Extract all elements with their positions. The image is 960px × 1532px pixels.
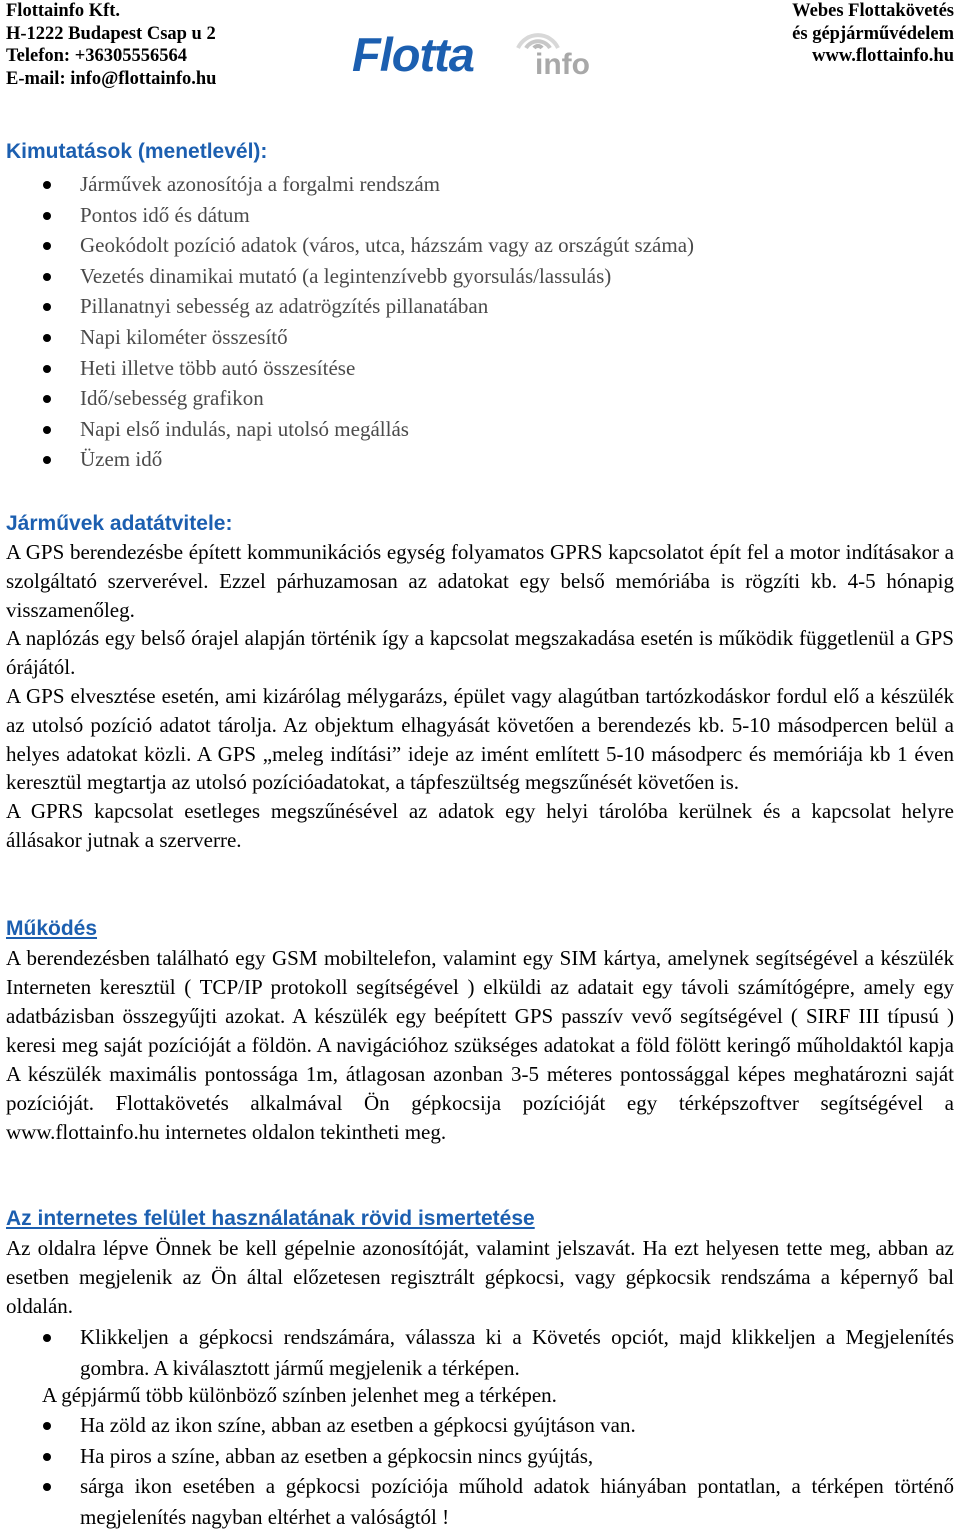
service-title: Webes Flottakövetés bbox=[792, 1, 954, 21]
web-interface-paragraph: Az oldalra lépve Önnek be kell gépelnie azonosítóját, valamint jelszavát. Ha ezt helyesen tette meg, abban az esetben megjelenik az Ön által előzetesen regisztrált gépkocsi, vagy gépkocsik rendszáma a képernyő bal oldalán. bbox=[6, 1236, 954, 1318]
paragraph: A GPRS kapcsolat esetleges megszűnésével az adatok egy helyi tárolóba kerülnek és a kapcsolat helyre állásakor jutnak a szerverre. bbox=[6, 799, 954, 852]
section-title-data-transfer: Járművek adatátvitele: bbox=[6, 512, 233, 535]
letterhead bbox=[0, 0, 960, 100]
bullet-icon bbox=[43, 1334, 51, 1342]
logo-text-main: Flotta bbox=[352, 28, 474, 81]
operation-paragraph: A berendezésben található egy GSM mobiltelefon, valamint egy SIM kártya, amelynek segítségével a készülék Interneten keresztül ( TCP/IP protokoll segítségével ) elküldi az adatait egy távoli számítógépre, amely egy adatbázisban összegyűjti azokat. A készülék egy beépített GPS passzív vevő segítségével ( SIRF III típusú ) keresi meg saját pozícióját a földön. A navigációhoz szükséges adatokat a föld fölött keringő műholdaktól kapja A készülék maximális pontossága 1m, átlagosan azonban 3-5 méteres pontossággal képes meghatározni saját pozícióját. Flottakövetés alkalmával Ön gépkocsija pozícióját egy térképszoftver segítségével a www.flottainfo.hu internetes oldalon tekintheti meg. bbox=[6, 946, 954, 1144]
list-item: Klikkeljen a gépkocsi rendszámára, válassza ki a Követés opciót, majd klikkeljen a Megjelenítés gombra. A kiválasztott jármű megjelenik a térképen. bbox=[0, 1322, 960, 1383]
flottainfo-logo bbox=[352, 18, 612, 84]
company-address-block bbox=[6, 0, 216, 90]
icon-color-list bbox=[0, 1410, 960, 1532]
service-info-block bbox=[792, 0, 954, 68]
company-address: H-1222 Budapest Csap u 2 bbox=[6, 23, 216, 44]
bullet-icon bbox=[43, 303, 51, 311]
color-intro-line: A gépjármű több különböző színben jelenhet meg a térképen. bbox=[42, 1383, 557, 1407]
bullet-icon bbox=[43, 212, 51, 220]
list-item: Napi kilométer összesítő bbox=[0, 322, 960, 353]
list-item: Geokódolt pozíció adatok (város, utca, házszám vagy az országút száma) bbox=[0, 230, 960, 261]
bullet-icon bbox=[43, 1422, 51, 1430]
section-title-reports: Kimutatások (menetlevél): bbox=[6, 140, 268, 163]
list-item: Ha piros a színe, abban az esetben a gépkocsin nincs gyújtás, bbox=[0, 1441, 960, 1472]
list-item: Idő/sebesség grafikon bbox=[0, 383, 960, 414]
bullet-icon bbox=[43, 181, 51, 189]
list-item: Napi első indulás, napi utolsó megállás bbox=[0, 414, 960, 445]
bullet-icon bbox=[43, 1483, 51, 1491]
bullet-icon bbox=[43, 334, 51, 342]
company-email: E-mail: info@flottainfo.hu bbox=[6, 68, 217, 89]
list-item: Ha zöld az ikon színe, abban az esetben a gépkocsi gyújtáson van. bbox=[0, 1410, 960, 1441]
bullet-icon bbox=[43, 395, 51, 403]
list-item: Vezetés dinamikai mutató (a legintenzívebb gyorsulás/lassulás) bbox=[0, 261, 960, 292]
paragraph: A GPS berendezésbe épített kommunikációs egység folyamatos GPRS kapcsolatot épít fel a motor indításakor a szolgáltató szerverével. Ezzel párhuzamosan az adatokat egy belső memóriába is rögzíti kb. 4-5 hónapig visszamenőleg. bbox=[6, 540, 954, 622]
list-item: Pontos idő és dátum bbox=[0, 200, 960, 231]
company-phone: Telefon: +36305556564 bbox=[6, 46, 187, 66]
website-url: www.flottainfo.hu bbox=[812, 46, 954, 66]
reports-list bbox=[0, 169, 960, 475]
list-item: Járművek azonosítója a forgalmi rendszám bbox=[0, 169, 960, 200]
section-title-web-interface: Az internetes felület használatának rövid ismertetése bbox=[6, 1207, 535, 1230]
paragraph: A naplózás egy belső órajel alapján történik így a kapcsolat megszakadása esetén is működik függetlenül a GPS órájától. bbox=[6, 626, 954, 680]
bullet-icon bbox=[43, 1453, 51, 1461]
bullet-icon bbox=[43, 242, 51, 250]
list-item: Pillanatnyi sebesség az adatrögzítés pillanatában bbox=[0, 291, 960, 322]
service-subtitle: és gépjárművédelem bbox=[792, 23, 954, 44]
logo-text-sub: info bbox=[535, 48, 590, 81]
list-item: Üzem idő bbox=[0, 444, 960, 475]
bullet-icon bbox=[43, 456, 51, 464]
paragraph: A GPS elvesztése esetén, ami kizárólag mélygarázs, épület vagy alagútban tartózkodáskor fordul elő a készülék az utolsó pozíció adatot tárolja. Az objektum elhagyását követően a berendezés kb. 5-10 másodpercen belül a helyes adatokat közli. A GPS „meleg indítási” ideje az imént említett 5-10 másodperc és memóriája kb 1 éven keresztül megtartja az utolsó pozícióadatokat, a tápfeszültség megszűnését követően is. bbox=[6, 683, 954, 795]
section-title-operation: Működés bbox=[6, 917, 98, 940]
bullet-icon bbox=[43, 365, 51, 373]
web-interface-steps bbox=[0, 1322, 960, 1383]
bullet-icon bbox=[43, 273, 51, 281]
company-name: Flottainfo Kft. bbox=[6, 1, 121, 21]
list-item: sárga ikon esetében a gépkocsi pozíciója műhold adatok hiányában pontatlan, a térképen történő megjelenítés nagyban eltérhet a valóságtól ! bbox=[0, 1471, 960, 1532]
data-transfer-text bbox=[6, 538, 954, 855]
list-item: Heti illetve több autó összesítése bbox=[0, 353, 960, 384]
bullet-icon bbox=[43, 426, 51, 434]
